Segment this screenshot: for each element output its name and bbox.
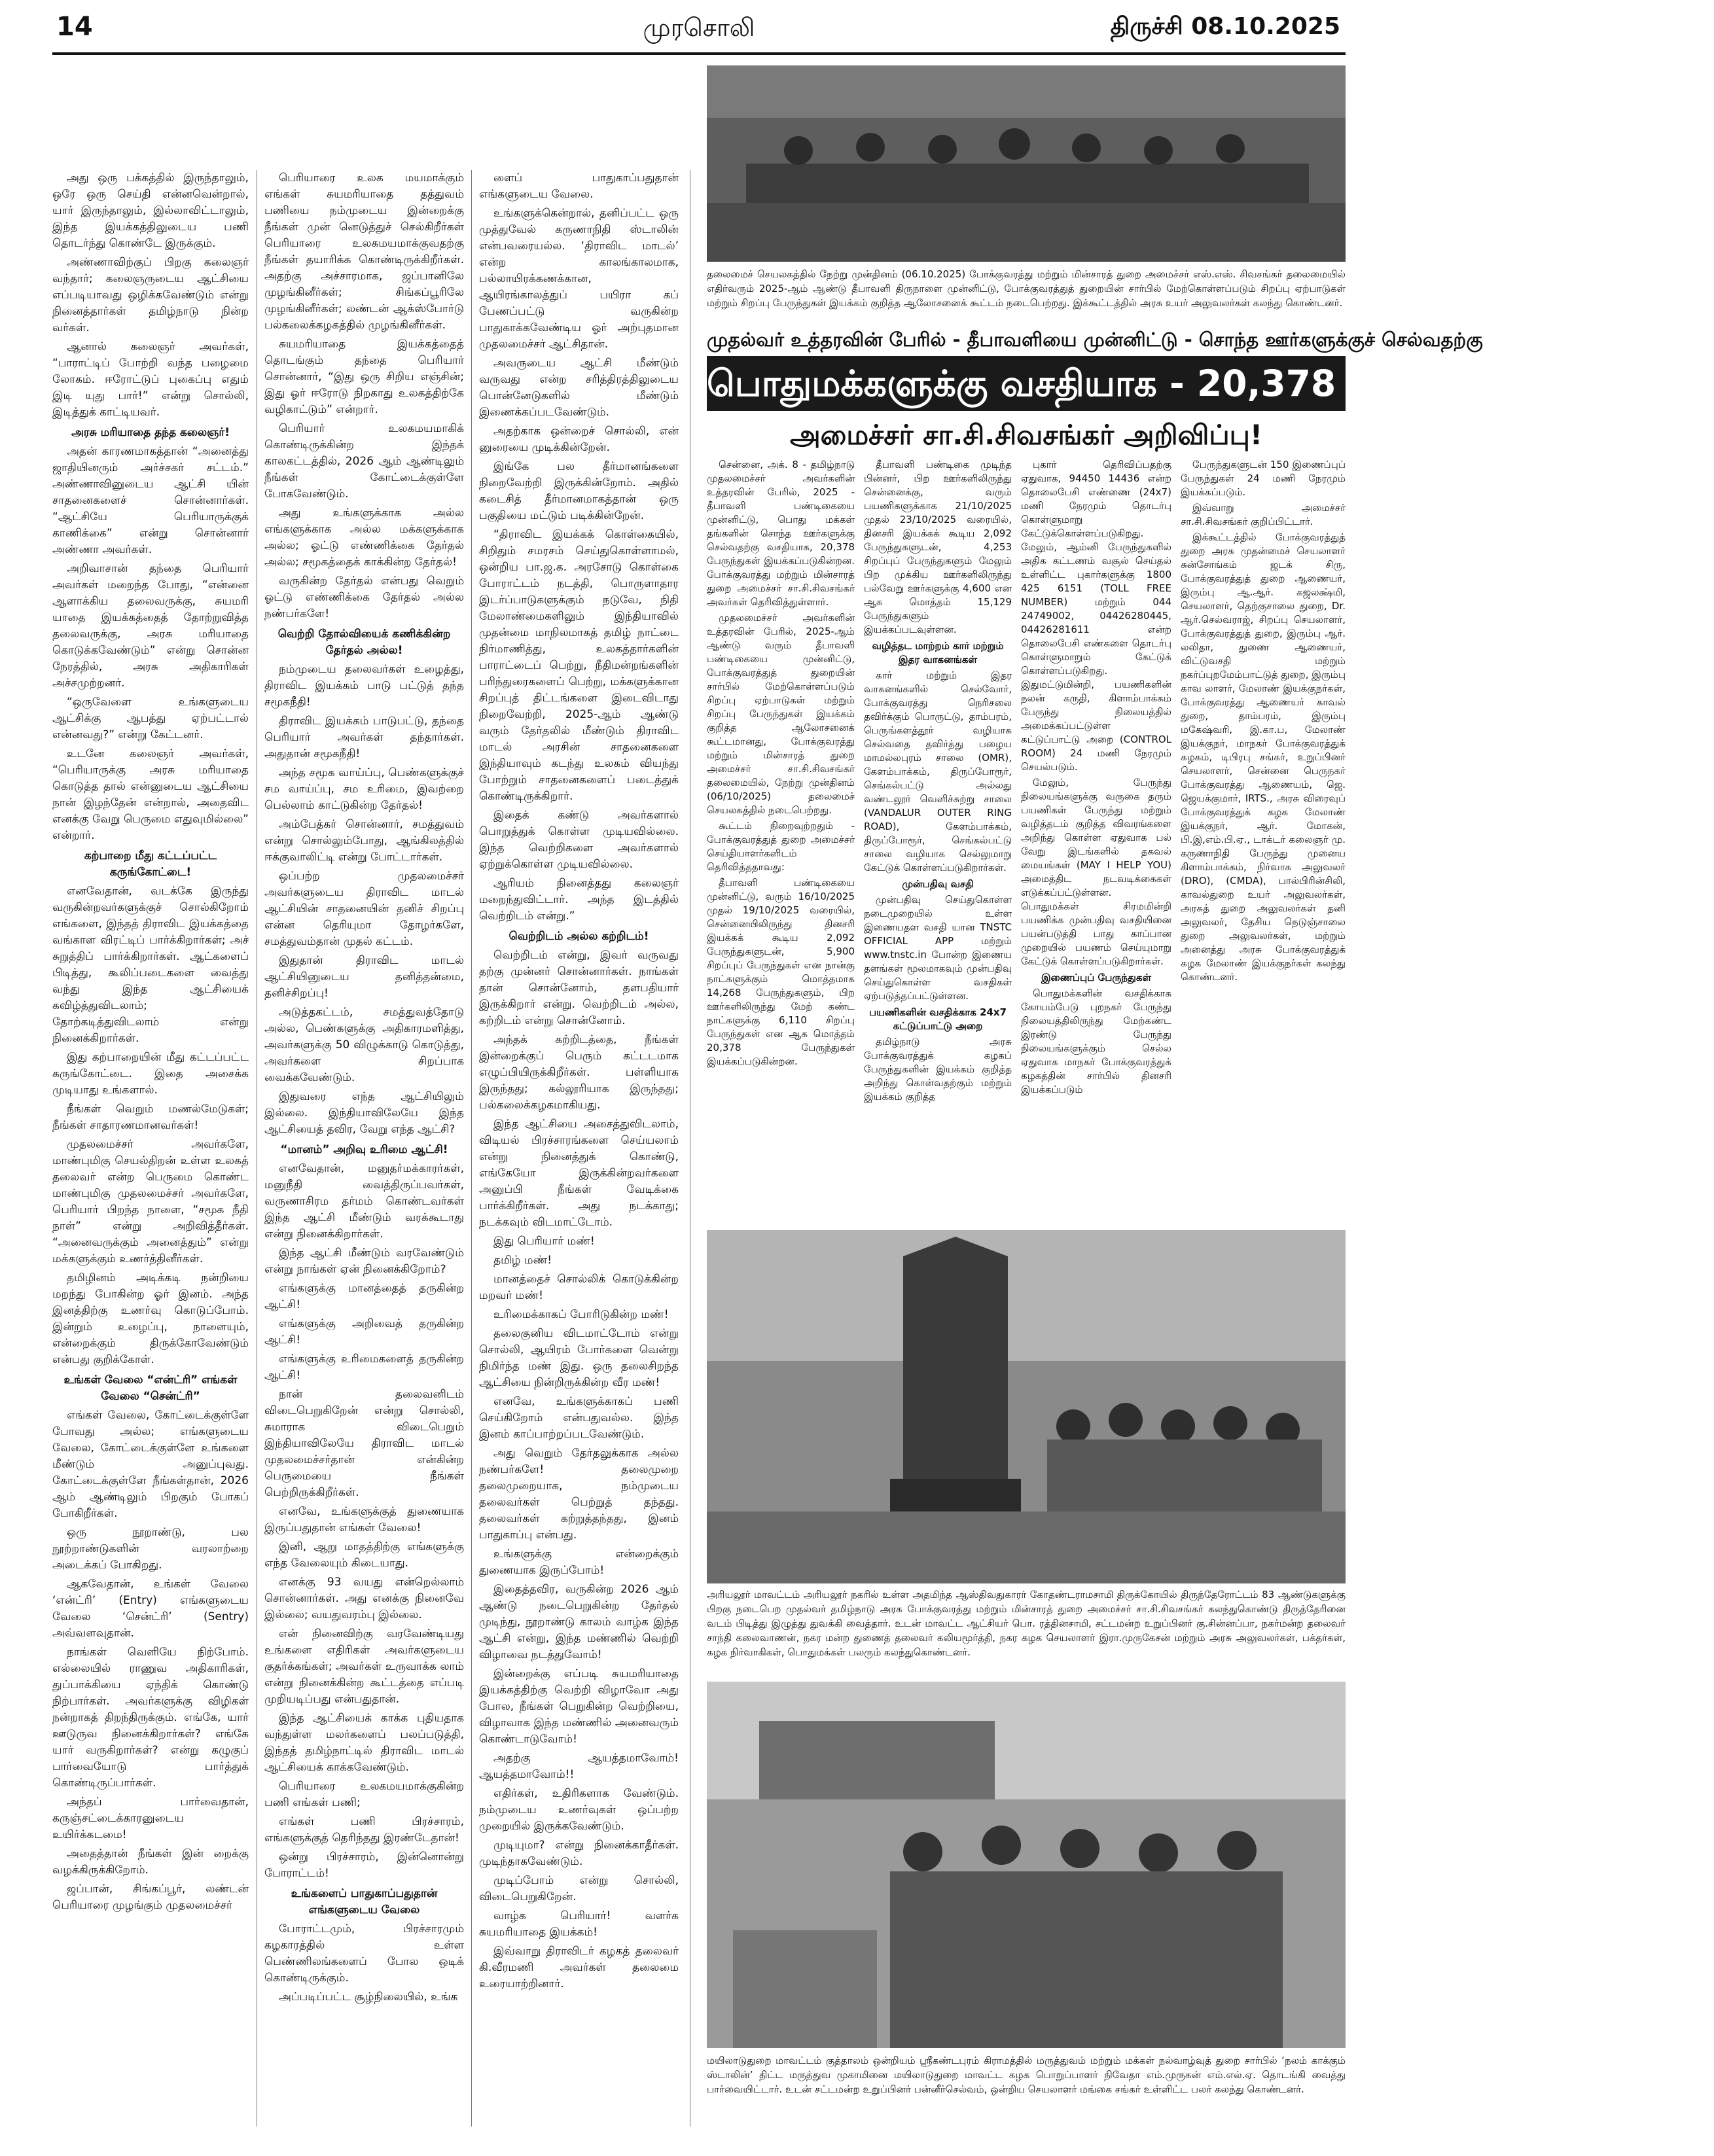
paragraph: எங்களுக்கு உரிமைகளைத் தருகின்ற ஆட்சி! bbox=[264, 1352, 464, 1382]
paragraph: “திராவிட இயக்கக் கொள்கையில், சிறிதும் சமரசம் செய்துகொள்ளாமல், ஒன்றிய பா.ஜ.க. அரசோடு கொள்கை போராட்டம் நடத்தி, பொருளாதார இடர்ப்பாடுகளுக்கும் நடுவே, நிதி மேலாண்மைகளிலும் இந்தியாவில் முதன்மை மாநிலமாகத் தமிழ் நாட்டை நிர்மாணித்து, உலகத்தார்களின் பாராட்டைப் பெற்று, நீதிமன்றங்களின் பரிந்துரைகளைப் பெற்று, மக்களுக்கான சிறப்புத் திட்டங்களை இடைவிடாது நிறைவேற்றி, 2025-ஆம் ஆண்டு வரும் தேர்தலில் மீண்டும் திராவிட மாடல் அரசின் சாதனைகளை இந்தியாவும் கடந்து உலகம் வியந்து போற்றும் சாதனைகளைப் படைத்துக் கொண்டிருக்கிறார். bbox=[479, 528, 679, 803]
paragraph: எனவே, உங்களுக்குத் துணையாக இருப்பதுதான் எங்கள் வேலை! bbox=[264, 1505, 464, 1534]
page-number: 14 bbox=[56, 12, 93, 42]
masthead-rule bbox=[52, 52, 1346, 55]
subheading: உங்களைப் பாதுகாப்பதுதான் எங்களுடைய வேலை bbox=[291, 1887, 438, 1917]
paragraph: வருகின்ற தேர்தல் என்பது வெறும் ஓட்டு எண்ணிக்கை தேர்தல் அல்ல நண்பர்களே! bbox=[264, 574, 464, 620]
paragraph: அதற்கு ஆயத்தமாவோம்! ஆயத்தமாவோம்!! bbox=[479, 1752, 679, 1781]
paragraph: முடியுமா? என்று நினைக்காதீர்கள். முடிந்தாகவேண்டும். bbox=[479, 1839, 679, 1868]
paragraph: அப்படிப்பட்ட சூழ்நிலையில், உங்க bbox=[279, 1990, 458, 2004]
subheading: “மானம்” அறிவு உரிமை ஆட்சி! bbox=[280, 1143, 448, 1156]
paragraph: ஆகவேதான், உங்கள் வேலை ‘என்ட்ரி’ (Entry) எங்களுடைய வேலை ‘சென்ட்ரி’ (Sentry) அவ்வளவுதான். bbox=[52, 1578, 249, 1640]
story-paragraph: முதலமைச்சர் அவர்களின் உத்தரவின் பேரில், 2025-ஆம் ஆண்டு வரும் தீபாவளி பண்டிகையை முன்னிட்டு, போக்குவரத்துத் துறையின் சார்பில் மேற்கொள்ளப்படும் சிறப்பு ஏற்பாடுகள் மற்றும் சிறப்பு பேருந்துகள் இயக்கம் குறித்த ஆலோசனைக் கூட்டமானது, போக்குவரத்து மற்றும் மின்சாரத் துறை அமைச்சர் சா.சி.சிவசங்கர் தலைமையில், நேற்று முன்தினம் (06/10/2025) தலைமைச் செயலகத்தில் நடைபெற்றது. bbox=[707, 612, 855, 816]
paragraph: ஒப்பற்ற முதலமைச்சர் அவர்களுடைய திராவிட மாடல் ஆட்சியின் சாதனையின் தனிச் சிறப்பு என்ன தெரியுமா தோழர்களே, சமத்துவம்தான் முதல் கட்டம். bbox=[264, 870, 464, 948]
story-paragraph: தீபாவளி பண்டிகை முடிந்த பின்னர், பிற ஊர்களிலிருந்து சென்னைக்கு, வரும் பயணிகளுக்காக 21/10/2025 முதல் 23/10/2025 வரையில், தினசரி இயக்கக் கூடிய 2,092 பேருந்துகளுடன், 4,253 சிறப்புப் பேருந்துகளும் மேலும் பிற முக்கிய ஊர்களிலிருந்து பல்வேறு ஊர்களுக்கு 4,600 என ஆக மொத்தம் 15,129 பேருந்துகளும் இயக்கப்படவுள்ளன. bbox=[864, 459, 1012, 635]
story-column-1 bbox=[707, 458, 855, 1217]
paragraph: பெரியார் உலகமயமாகிக் கொண்டிருக்கின்ற இந்தக் காலகட்டத்தில், 2026 ஆம் ஆண்டிலும் நீங்கள் கோட்டைக்குள்ளே போகவேண்டும். bbox=[264, 422, 464, 501]
meeting-photo bbox=[707, 65, 1346, 262]
story-subheading: இணைப்புப் பேருந்துகள் bbox=[1041, 972, 1152, 983]
medical-camp-photo bbox=[707, 1682, 1346, 2048]
paragraph: தமிழ் மண்! bbox=[493, 1254, 552, 1267]
story-paragraph: பொதுமக்களின் வசதிக்காக கோயம்பேடு புறநகர் பேருந்து நிலையத்திலிருந்து மேற்கண்ட இரண்டு பேருந்து நிலையங்களுக்கும் செல்ல ஏதுவாக மாநகர் போக்குவரத்துக் கழகத்தின் சார்பில் தினசரி இயக்கப்படும் bbox=[1021, 987, 1171, 1095]
paragraph: எங்கள் வேலை, கோட்டைக்குள்ளே போவது அல்ல; எங்களுடைய வேலை, கோட்டைக்குள்ளே உங்களை மீண்டும் அனுப்புவது. கோட்டைக்குள்ளே நீங்கள்தான், 2026 ஆம் ஆண்டிலும் பிறகும் போகப் போகிறீர்கள். bbox=[52, 1409, 249, 1520]
paragraph: இதுவரை எந்த ஆட்சியிலும் இல்லை. இந்தியாவிலேயே இந்த ஆட்சியைத் தவிர, வேறு எந்த ஆட்சி? bbox=[264, 1090, 464, 1136]
paragraph: இவ்வாறு திராவிடர் கழகத் தலைவர் கி.வீரமணி அவர்கள் தலைமை உரையாற்றினார். bbox=[479, 1945, 679, 1990]
paragraph: எங்கள் பணி பிரச்சாரம், எங்களுக்குத் தெரிந்தது இரண்டேதான்! bbox=[264, 1815, 464, 1845]
paragraph: வாழ்க பெரியார்! வளர்க சுயமரியாதை இயக்கம்! bbox=[479, 1909, 679, 1939]
paragraph: இதுதான் திராவிட மாடல் ஆட்சியினுடைய தனித்தன்மை, தனிச்சிறப்பு! bbox=[264, 954, 464, 1000]
paragraph: இது கற்பாறையின் மீது கட்டப்பட்ட கருங்கோட்டை. இதை அசைக்க முடியாது உங்களால். bbox=[52, 1051, 249, 1097]
paragraph: அடுத்தகட்டம், சமத்துவத்தோடு அல்ல, பெண்களுக்கு அதிகாரமளித்து, அவர்களுக்கு 50 விழுக்காடு கொடுத்து, அவர்களை சிறப்பாக வைக்கவேண்டும். bbox=[264, 1006, 464, 1084]
paragraph: எனக்கு 93 வயது என்றெல்லாம் சொன்னார்கள். அது எனக்கு நினைவே இல்லை; வயதுவரம்பு இல்லை. bbox=[264, 1576, 464, 1621]
paragraph: எனவேதான், வடக்கே இருந்து வருகின்றவர்களுக்குச் சொல்கிறோம் எங்களை, இந்தத் திராவிட இயக்கத்தை வங்காள விரட்டிப் பார்க்கிறார்கள்; அச் சுறுத்திப் பார்க்கிறார்கள். ஆட்களைப் பிடித்து, கூலிப்படைகளை வைத்து வந்து இந்த ஆட்சியைக் கவிழ்த்துவிடலாம்; தோற்கடித்துவிடலாம் என்று நினைக்கிறார்கள். bbox=[52, 885, 249, 1045]
subheading: வெற்றி தோல்வியைக் கணிக்கின்ற தேர்தல் அல்ல! bbox=[277, 627, 451, 657]
paragraph: அது உங்களுக்காக அல்ல எங்களுக்காக அல்ல மக்களுக்காக அல்ல; ஓட்டு எண்ணிக்கை தேர்தல் அல்ல; சமூகத்தைக் காக்கின்ற தேர்தல்! bbox=[264, 506, 464, 569]
paragraph: அதன் காரணமாகத்தான் “அனைத்து ஜாதியினரும் அர்ச்சகர் சட்டம்.” அண்ணாவினுடைய ஆட்சி யின் சாதனைகளைச் சொன்னார்கள். “ஆட்சியே பெரியாருக்குக் காணிக்கை” என்று சொன்னார் அண்ணா அவர்கள். bbox=[52, 445, 249, 556]
paragraph: உரிமைக்காகப் போரிடுகின்ற மண்! bbox=[493, 1308, 669, 1321]
paragraph: அந்தக் கற்றிடத்தை, நீங்கள் இன்றைக்குப் பெரும் கட்டடமாக எழுப்பியிருக்கிறீர்கள். பள்ளியாக இருந்தது; கல்லூரியாக இருந்தது; பல்கலைக்கழகமாகியது. bbox=[479, 1033, 679, 1112]
paragraph: அந்தப் பார்வைதான், கருஞ்சட்டைக்காரனுடைய உயிர்க்கடமை! bbox=[52, 1795, 249, 1841]
subheading: உங்கள் வேலை “என்ட்ரி” எங்கள் வேலை “சென்ட்ரி” bbox=[63, 1373, 238, 1403]
paragraph: உங்களுக்கு என்றைக்கும் துணையாக இருப்போம்! bbox=[479, 1547, 679, 1577]
paragraph: ளைப் பாதுகாப்பதுதான் எங்களுடைய வேலை. bbox=[479, 171, 679, 201]
story-paragraph: பேருந்துகளுடன் 150 இணைப்புப் பேருந்துகள் 24 மணி நேரமும் இயக்கப்படும். bbox=[1181, 459, 1346, 498]
subheading: கற்பாறை மீது கட்டப்பட்ட கருங்கோட்டை! bbox=[84, 849, 217, 879]
paragraph: “ஒருவேளை உங்களுடைய ஆட்சிக்கு ஆபத்து ஏற்பட்டால் என்னவது?” என்று கேட்டனர். bbox=[52, 696, 249, 741]
subheading: வெற்றிடம் அல்ல கற்றிடம்! bbox=[509, 930, 649, 943]
story-paragraph: தீபாவளி பண்டிகையை முன்னிட்டு, வரும் 16/10/2025 முதல் 19/10/2025 வரையில், சென்னையிலிருந்து தினசரி இயக்கக் கூடிய 2,092 பேருந்துகளுடன், 5,900 சிறப்புப் பேருந்துகள் என நான்கு நாட்களுக்கும் மொத்தமாக 14,268 பேருந்துகளும், பிற ஊர்களிலிருந்து மேற் கண்ட நாட்களுக்கு 6,110 சிறப்பு பேருந்துகள் என ஆக மொத்தம் 20,378 பேருந்துகள் இயக்கப்படுகின்றன. bbox=[707, 877, 855, 1067]
paragraph: எங்களுக்கு மானத்தைத் தருகின்ற ஆட்சி! bbox=[264, 1282, 464, 1311]
paragraph: இங்கே பல தீர்மானங்களை நிறைவேற்றி இருக்கின்றோம். அதில் கடைசித் தீர்மானமாகத்தான் ஒரு பகுதியை மட்டும் படிக்கின்றேன். bbox=[479, 460, 679, 522]
story-paragraph: கூட்டம் நிறைவுற்றதும் - போக்குவரத்துத் துறை அமைச்சர் செய்தியாளர்களிடம் தெரிவித்ததாவது: bbox=[707, 820, 855, 873]
paragraph: அந்த சமூக வாய்ப்பு, பெண்களுக்குச் சம வாய்ப்பு, சம உரிமை, இவற்றை பெல்லாம் காட்டுகின்ற தேர்தல்! bbox=[264, 766, 464, 812]
story-kicker: முதல்வர் உத்தரவின் பேரில் - தீபாவளியை முன்னிட்டு - சொந்த ஊர்களுக்குச் செல்வதற்கு bbox=[707, 328, 1483, 351]
paragraph: நம்முடைய தலைவர்கள் உழைத்து, திராவிட இயக்கம் பாடு பட்டுத் தந்த சமூகநீதி! bbox=[264, 663, 464, 709]
paragraph: எனவேதான், மனுதர்மக்காரர்கள், மனுநீதி வைத்திருப்பவர்கள், வருணாசிரம தர்மம் கொண்டவர்கள் இந்த ஆட்சி மீண்டும் வரக்கூடாது என்று நினைக்கிறார்கள். bbox=[264, 1162, 464, 1241]
story-paragraph: இக்கூட்டத்தில் போக்குவரத்துத் துறை அரசு முதன்மைச் செயலாளர் சுன்சோங்கம் ஜடக் சிரு, போக்குவரத்துத் துறை ஆணையர், இரும்பு ஆ.ஆர். கஜலக்ஷ்மி, செயலாளர், தெற்குசாலை துறை, Dr. ஆர்.செல்வராஜ், சிறப்பு செயலாளர், போக்குவரத்துத் துறை, இரும்பு ஆர். லலிதா, துணை ஆணையர், விட்டுவசதி மற்றும் நகர்ப்புறமேம்பாட்டுத் துறை, இரும்பு காவ லாளர், மேலாண் இயக்குநர்கள், போக்குவரத்து ஆணையர் காவல் துறை, தாம்பரம், இரும்பு மகேஷ்வரி, இ.கா.ப, மேலாண் இயக்குநர், மாநகர் போக்குவரத்துக் கழகம், டிபிரபு சங்கர், உறுப்பினர் செயலாளர், சென்னை பெருநகர் போக்குவரத்து ஆணையம், ஜெ. ஜெயக்குமார், IRTS., அரசு விரைவுப் போக்குவரத்துக் கழக மேலாண் இயக்குநர், ஆர். மோகன், பி.இ,எம்.பி.ஏ., டாக்டர் கலைஞர் மு. கருணாநிதி பேருந்து முனைய கிளாம்பாக்கம், நிர்வாக அலுவலர் (DRO), (CMDA), பால்பிரின்சிலி, காவல்துறை உயர் அலுவலர்கள், அரசுத் துறை அலுவலர்கள் தனி அலுவலர், தேசிய நெடுஞ்சாலை துறை அலுவலர்கள், மற்றும் அனைத்து அரசு போக்குவரத்துக் கழக மேலாண் இயக்குநர்கள் கலந்து கொண்டனர். bbox=[1181, 531, 1346, 983]
paragraph: நீங்கள் வெறும் மணல்மேடுகள்; நீங்கள் சாதாரணமானவர்கள்! bbox=[52, 1103, 249, 1132]
paragraph: போராட்டமும், பிரச்சாரமும் கழகாரத்தில் உள்ள பெண்ணிலங்களைப் போல ஒடிக் கொண்டிருக்கும். bbox=[264, 1922, 464, 1985]
story-paragraph: முன்பதிவு செய்துகொள்ள நடைமுறையில் உள்ள இணையதள வசதி யான TNSTC OFFICIAL APP மற்றும் www.tnstc.in போன்ற இணைய தளங்கள் மூலமாகவும் முன்பதிவு செய்துகொள்ள வசதிகள் ஏற்படுத்தப்பட்டுள்ளன. bbox=[864, 894, 1012, 1002]
story-column-3 bbox=[1021, 458, 1171, 1217]
photo-caption: தலைமைச் செயலகத்தில் நேற்று முன்தினம் (06.10.2025) போக்குவரத்து மற்றும் மின்சாரத் துறை அமைச்சர் எஸ்.எஸ். சிவசங்கர் தலைமையில் எதிர்வரும் 2025-ஆம் ஆண்டு தீபாவளி திருநாளை முன்னிட்டு, போக்குவரத்துத் துறையின் சார்பில் மேற்கொள்ளப்படும் சிறப்பு ஏற்பாடுகள் மற்றும் சிறப்பு பேருந்துகள் இயக்கம் குறித்த ஆலோசனைக் கூட்டம் நடைபெற்றது. இக்கூட்டத்தில் அரசு உயர் அலுவலர்கள் கலந்து கொண்டனர். bbox=[707, 268, 1346, 309]
paragraph: தமிழினம் அடிக்கடி நன்றியை மறந்து போகின்ற ஓர் இனம். அந்த இனத்திற்கு உணர்வு கொடுப்போம். இன்றும் உழைப்பு, நாளையும், என்றைக்கும் திருக்கோவேண்டும் என்பது குறிக்கோள். bbox=[52, 1271, 249, 1366]
story-subheading: முன்பதிவு வசதி bbox=[902, 878, 974, 890]
paragraph: அது வெறும் தேர்தலுக்காக அல்ல நண்பர்களே! தலைமுறை தலைமுறையாக, நம்முடைய தலைவர்கள் பெற்றுத் தந்தது. தலைவர்கள் கற்றுத்தந்தது, இனம் பாதுகாப்பு என்பது. bbox=[479, 1447, 679, 1542]
story-column-2 bbox=[864, 458, 1012, 1217]
paragraph: ஆனால் கலைஞர் அவர்கள், “பாராட்டிப் போற்றி வந்த பழைமை லோகம். ஈரோட்டுப் புகைப்பு எதும் இடி யுது பார்!” என்று சொல்லி, இடித்துக் காட்டியவர். bbox=[52, 340, 249, 419]
article-column-2 bbox=[264, 170, 464, 2127]
paragraph: அண்ணாவிற்குப் பிறகு கலைஞர் வந்தார்; கலைஞருடைய ஆட்சியை எப்படியாவது ஒழிக்கவேண்டும் என்று நினைத்தார்கள் தமிழ்நாடு நின்ற வர்கள். bbox=[52, 256, 249, 334]
paragraph: உடனே கலைஞர் அவர்கள், “பெரியாருக்கு அரசு மரியாதை கொடுத்த தால் என்னுடைய ஆட்சியை நான் இழந்தேன் என்றால், அதைவிட எனக்கு வேறு பெருமை எதுவுமில்லை” என்றார். bbox=[52, 747, 249, 842]
paragraph: அறிவாசான் தந்தை பெரியார் அவர்கள் மறைந்த போது, “என்னை ஆளாக்கிய தலைவருக்கு, சுயமரி யாதை இயக்கத்தைத் தோற்றுவித்த தலைவருக்கு, அரசு மரியாதை கொடுக்கவேண்டும்” என்று சொன்ன நேரத்தில், அரசு அதிகாரிகள் அச்சமுற்றனர். bbox=[52, 562, 249, 690]
paragraph: மானத்தைச் சொல்லிக் கொடுக்கின்ற மறவர் மண்! bbox=[479, 1273, 679, 1302]
paragraph: அம்பேத்கர் சொன்னார், சமத்துவம் என்று சொல்லும்போது, ஆங்கிலத்தில் ஈக்குவாலிட்டி என்று போட்டார்கள். bbox=[264, 818, 464, 864]
edition-date: திருச்சி 08.10.2025 bbox=[1110, 13, 1340, 40]
story-paragraph: புகார் தெரிவிப்பதற்கு ஏதுவாக, 94450 14436 என்ற தொலைபேசி எண்ணை (24x7) மணி நேரமும் தொடர்பு கொள்ளுமாறு கேட்டுக்கொள்ளப்படுகிறது. மேலும், ஆம்னி பேருந்துகளில் அதிக கட்டணம் வசூல் செய்தல் உள்ளிட்ட புகார்களுக்கு 1800 425 6151 (TOLL FREE NUMBER) மற்றும் 044 24749002, 04426280445, 04426281611 என்ற தொலைபேசி எண்களை தொடர்பு கொள்ளுமாறும் கேட்டுக் கொள்ளப்படுகிறது. இதுமட்டுமின்றி, பயணிகளின் நலன் கருதி, கிளாம்பாக்கம் பேருந்து நிலையத்தில் அமைக்கப்பட்டுள்ள கட்டுப்பாட்டு அறை (CONTROL ROOM) 24 மணி நேரமும் செயல்படும். bbox=[1021, 459, 1171, 773]
paragraph: ஒரு நூறாண்டு, பல நூற்றாண்டுகளின் வரலாற்றை அடைக்கப் போகிறது. bbox=[52, 1526, 249, 1572]
story-paragraph: மேலும், பேருந்து நிலையங்களுக்கு வருகை தரும் பயணிகள் பேருந்து மற்றும் வழித்தடம் குறித்த விவரங்களை அறிந்து கொள்ள ஏதுவாக பல் வேறு இடங்களில் தகவல் மையங்கள் (MAY I HELP YOU) அமைத்திட நடவடிக்கைகள் எடுக்கப்பட்டுள்ளன. பொதுமக்கள் சிரமமின்றி பயணிக்க முன்பதிவு வசதியினை பயன்படுத்தி பாது காப்பான முறையில் பயணம் செய்யுமாறு கேட்டுக் கொள்ளப்படுகிறார்கள். bbox=[1021, 777, 1171, 967]
paragraph: நாங்கள் வெளியே நிற்போம். எல்லையில் ராணுவ அதிகாரிகள், துப்பாக்கியை ஏந்திக் கொண்டு நிற்பார்கள். அவர்களுக்கு விழிகள் நன்றாகத் திறந்திருக்கும். எங்கே, யார் ஊடுருவ நினைக்கிறார்கள்? எங்கே யார் வருகிறார்கள்? என்று கழுகுப் பார்வையோடு பார்த்துக் கொண்டிருப்பார்கள். bbox=[52, 1646, 249, 1790]
subheading: அரசு மரியாதை தந்த கலைஞர்! bbox=[71, 426, 230, 439]
paragraph: இதைக் கண்டு அவர்களால் பொறுத்துக் கொள்ள முடியவில்லை. இந்த வெற்றிகளை அவர்களால் ஏற்றுக்கொள்ள முடியவில்லை. bbox=[479, 809, 679, 871]
paragraph: எதிர்கள், உதிரிகளாக வேண்டும். நம்முடைய உணர்வுகள் ஒப்பற்ற முறையில் இருக்கவேண்டும். bbox=[479, 1787, 679, 1833]
story-headline: பொதுமக்களுக்கு வசதியாக - 20,378 பேருந்துகள் இயக்கம்! bbox=[707, 356, 1346, 411]
story-subhead: அமைச்சர் சா.சி.சிவசங்கர் அறிவிப்பு! bbox=[789, 419, 1263, 451]
paragraph: நான் தலைவனிடம் விடைபெறுகிறேன் என்று சொல்லி, சுமாராக விடைபெறும் இந்தியாவிலேயே திராவிட மாடல் முதலமைச்சர்தான் என்கின்ற பெருமையை நீங்கள் பெற்றிருக்கிறீர்கள். bbox=[264, 1388, 464, 1499]
paragraph: முடிப்போம் என்று சொல்லி, விடைபெறுகிறேன். bbox=[479, 1874, 679, 1903]
paragraph: இந்த ஆட்சியை அசைத்துவிடலாம், விடியல் பிரச்சாரங்களை செய்யலாம் என்று நினைத்துக் கொண்டு, எங்கேயோ இருக்கின்றவர்களை அனுப்பி நீங்கள் வேடிக்கை பார்க்கிறீர்கள். அது நடக்காது; நடக்கவும் விடமாட்டோம். bbox=[479, 1118, 679, 1229]
paragraph: எனவே, உங்களுக்காகப் பணி செய்கிறோம் என்பதுவல்ல. இந்த இனம் காப்பாற்றப்படவேண்டும். bbox=[479, 1395, 679, 1441]
story-paragraph: இவ்வாறு அமைச்சர் சா.சி.சிவசங்கர் குறிப்பிட்டார். bbox=[1181, 502, 1346, 527]
temple-photo-caption: அரியலூர் மாவட்டம் அரியலூர் நகரில் உள்ள அதமிந்த ஆஸ்திவதுகாரர் கோதண்டராமசாமி திருக்கோயில் திருந்தேரோட்டம் 83 ஆண்டுகளுக்கு பிறகு நடைபெற முதல்வர் தமிழ்நாடு அரசு போக்குவரத்து மற்றும் மின்சாரத் துறை அமைச்சர் சா.சி.சிவசங்கர் கலந்துகொண்டு திருத்தேரினை வடம் பிடித்து இழுத்து துவக்கி வைத்தார். உடன் மாவட்ட ஆட்சியர் பொ. ரத்தினசாமி, சட்டமன்ற உறுப்பினர் கு.சின்னப்பா, நகர்மன்ற தலைவர் சாந்தி கலைவாணன், நகர மன்ற துணைத் தலைவர் கலியமூர்த்தி, நகர கழக செயலாளர் இரா.முருகேசன் மற்றும் அரசு அலுவலர்கள், பக்தர்கள், கழக நிர்வாகிகள், பொதுமக்கள் பலரும் கலந்துகொண்டனர். bbox=[707, 1589, 1346, 1658]
story-column-4 bbox=[1181, 458, 1346, 1217]
paragraph: எங்களுக்கு அறிவைத் தருகின்ற ஆட்சி! bbox=[264, 1317, 464, 1347]
article-column-3 bbox=[479, 170, 679, 2127]
paragraph: உங்களுக்கென்றால், தனிப்பட்ட ஒரு முத்துவேல் கருணாநிதி ஸ்டாலின் என்பவரையல்ல. ‘திராவிட மாடல்’ என்ற காலங்காலமாக, பல்லாயிரக்கணக்கான, ஆயிரங்காலத்துப் பயிரா கப் பேணப்பட்டு வருகின்ற பாதுகாக்கவேண்டிய ஓர் அற்புதமான முதலமைச்சர் ஆட்சிதான். bbox=[479, 207, 679, 351]
paragraph: அதைத்தான் நீங்கள் இன் றைக்கு வழக்கிருக்கிறோம். bbox=[52, 1847, 249, 1877]
story-paragraph: சென்னை, அக். 8 - தமிழ்நாடு முதலமைச்சர் அவர்களின் உத்தரவின் பேரில், 2025 - தீபாவளி பண்டிகையை முன்னிட்டு, பொது மக்கள் தங்களின் சொந்த ஊர்களுக்கு செல்வதற்கு வசதியாக, 20,378 பேருந்துகள் இயக்கப்படுகின்றன. போக்குவரத்து மற்றும் மின்சாரத் துறை அமைச்சர் சா.சி.சிவசங்கர் அவர்கள் தெரிவித்துள்ளார். bbox=[707, 459, 855, 608]
paragraph: அதற்காக ஒன்றைச் சொல்லி, என் னுரையை முடிக்கின்றேன். bbox=[479, 425, 679, 454]
paragraph: இந்த ஆட்சியைக் காக்க புதியதாக வந்துள்ள மலர்களைப் பலப்படுத்தி, இந்தத் தமிழ்நாட்டில் திராவிட மாடல் ஆட்சியைக் காக்கவேண்டும். bbox=[264, 1712, 464, 1774]
paragraph: பெரியாரை உலகமயமாக்குகின்ற பணி எங்கள் பணி; bbox=[264, 1780, 464, 1809]
paragraph: சுயமரியாதை இயக்கத்தைத் தொடங்கும் தந்தை பெரியார் சொன்னார், “இது ஒரு சிறிய எஞ்சின்; இது ஓர் ஈரோடு நிறகாது உலகத்திற்கே வழிகாட்டும்” என்றார். bbox=[264, 338, 464, 416]
paragraph: வெற்றிடம் என்று, இவர் வருவது தற்கு முன்னர் சொன்னார்கள். நாங்கள் தான் சொன்னோம், தளபதியார் இருக்கிறார் என்று. வெற்றிடம் அல்ல, கற்றிடம் என்று சொன்னோம். bbox=[479, 949, 679, 1027]
story-paragraph: கார் மற்றும் இதர வாகனங்களில் செல்வோர், போக்குவரத்து நெரிசலை தவிர்க்கும் பொருட்டு, தாம்பரம், பெருங்களத்தூர் வழியாக செல்வதை தவிர்த்து பழைய மாமல்லபுரம் சாலை (OMR), கேளம்பாக்கம், திருப்போரூர், செங்கல்பட்டு அல்லது வண்டலூர் வெளிச்சுற்று சாலை (VANDALUR OUTER RING ROAD), கேளம்பாக்கம், திருப்போரூர், செங்கல்பட்டு சாலை வழியாக செல்லுமாறு கேட்டுக் கொள்ளப்படுகிறார்கள். bbox=[864, 669, 1012, 874]
paragraph: தலைகுனிய விடமாட்டோம் என்று சொல்லி, ஆயிரம் போர்களை வென்று நிமிர்ந்த மண் இது. ஒரு தலைசிறந்த ஆட்சியை நின்றிருக்கின்ற வீர மண்! bbox=[479, 1327, 679, 1389]
paragraph: அவருடைய ஆட்சி மீண்டும் வருவது என்ற சரித்திரத்திலுடைய பொன்னேடுகளில் மீண்டும் இணைக்கப்படவேண்டும். bbox=[479, 357, 679, 419]
story-subheading: பயணிகளின் வசதிக்காக 24x7 கட்டுப்பாட்டு அறை bbox=[868, 1006, 1007, 1032]
paragraph: அது ஒரு பக்கத்தில் இருந்தாலும், ஒரே ஒரு செய்தி என்னவென்றால், யார் இருந்தாலும், இல்லாவிட்டாலும், இந்த இயக்கத்திலுடைய பணி தொடர்ந்து கொண்டே இருக்கும். bbox=[52, 171, 249, 250]
story-subheading: வழித்தட மாற்றம் கார் மற்றும் இதர வாகனங்கள் bbox=[872, 640, 1004, 665]
paragraph: என் நினைவிற்கு வரவேண்டியது உங்களை எதிரிகள் அவர்களுடைய குதர்க்கங்கள்; அவர்கள் உருவாக்க லாம் என்று நினைக்கின்ற கூட்டத்தை எப்படி முறியடிப்பது என்பதுதான். bbox=[264, 1627, 464, 1706]
column-divider bbox=[471, 170, 472, 2127]
paragraph: இன்றைக்கு எப்படி சுயமரியாதை இயக்கத்திற்கு வெற்றி விழாவோ அது போல, நீங்கள் பெறுகின்ற வெற்றியை, விழாவாக இந்த மண்ணில் அனைவரும் கொண்டாடுவோம்! bbox=[479, 1667, 679, 1746]
paragraph: ஒன்று பிரச்சாரம், இன்னொன்று போராட்டம்! bbox=[264, 1850, 464, 1880]
paragraph: இதைத்தவிர, வருகின்ற 2026 ஆம் ஆண்டு நடைபெறுகின்ற தேர்தல் முடிந்து, நூறாண்டு காலம் வாழ்க இந்த ஆட்சி என்று, இந்த மண்ணில் வெற்றி விழாவை நடத்துவோம்! bbox=[479, 1583, 679, 1661]
masthead bbox=[0, 0, 1398, 60]
newspaper-name: முரசொலி bbox=[643, 13, 755, 42]
paragraph: இனி, ஆறு மாதத்திற்கு எங்களுக்கு எந்த வேலையும் கிடையாது. bbox=[264, 1540, 464, 1570]
paragraph: இது பெரியார் மண்! bbox=[493, 1235, 595, 1248]
story-paragraph: தமிழ்நாடு அரசு போக்குவரத்துக் கழகப் பேருந்துகளின் இயக்கம் குறித்த அறிந்து கொள்வதற்கும் மற்றும் இயக்கம் குறித்த bbox=[864, 1036, 1012, 1103]
medical-camp-caption: மயிலாடுதுறை மாவட்டம் குத்தாலம் ஒன்றியம் ஸ்ரீகண்டபுரம் கிராமத்தில் மருத்துவம் மற்றும் மக்கள் நல்வாழ்வுத் துறை சார்பில் ‘நலம் காக்கும் ஸ்டாலின்’ திட்ட மருத்துவ முகாமினை மயிலாடுதுறை மாவட்ட கழக பொறுப்பாளர் நிவேதா எம்.முருகன் எம்.எல்.ஏ. தொடங்கி வைத்து பார்வையிட்டார். உடன் சட்டமன்ற உறுப்பினர் பன்னீர்செல்வம், ஒன்றிய செயலாளர் மங்கை சங்கர் உள்ளிட்ட பலர் கலந்து கொண்டனர். bbox=[707, 2055, 1346, 2095]
paragraph: திராவிட இயக்கம் பாடுபட்டு, தந்தை பெரியார் அவர்கள் தந்தார்கள். அதுதான் சமூகநீதி! bbox=[264, 715, 464, 760]
paragraph: ஆரியம் நினைத்தது கலைஞர் மறைந்துவிட்டார். அந்த இடத்தில் வெற்றிடம் என்று.” bbox=[479, 877, 679, 923]
article-column-1 bbox=[52, 170, 249, 2127]
paragraph: முதலமைச்சர் அவர்களே, மாண்புமிகு செயல்திறன் உள்ள உலகத் தலைவர் என்ற பெருமை கொண்ட மாண்புமிகு முதலமைச்சர் அவர்களே, பெரியார் பிறந்த நாளை, “சமூக நீதி நாள்” என்று அறிவித்தீர்கள். “அனைவருக்கும் அனைத்தும்” என்று மக்களுக்கும் உணர்த்தினீர்கள். bbox=[52, 1138, 249, 1265]
paragraph: பெரியாரை உலக மயமாக்கும் எங்கள் சுயமரியாதை தத்துவம் பணியை நம்முடைய இன்றைக்கு நீங்கள் முன் னெடுத்துச் செல்கிறீர்கள் பெரியாரை உலகமயமாக்குவதற்கு நீங்கள் தயாரிக்க கொண்டிருக்கிறீர்கள். அதற்கு அச்சாரமாக, ஜப்பானிலே முழங்கினீர்கள்; சிங்கப்பூரிலே முழங்கினீர்கள்; லண்டன் ஆக்ஸ்போர்டு பல்கலைக்கழகத்தில் முழங்கினீர்கள். bbox=[264, 171, 464, 332]
paragraph: இந்த ஆட்சி மீண்டும் வரவேண்டும் என்று நாங்கள் ஏன் நினைக்கிறோம்? bbox=[264, 1246, 464, 1276]
temple-chariot-photo bbox=[707, 1230, 1346, 1583]
paragraph: ஜப்பான், சிங்கப்பூர், லண்டன் பெரியாரை முழங்கும் முதலமைச்சர் bbox=[52, 1882, 249, 1912]
